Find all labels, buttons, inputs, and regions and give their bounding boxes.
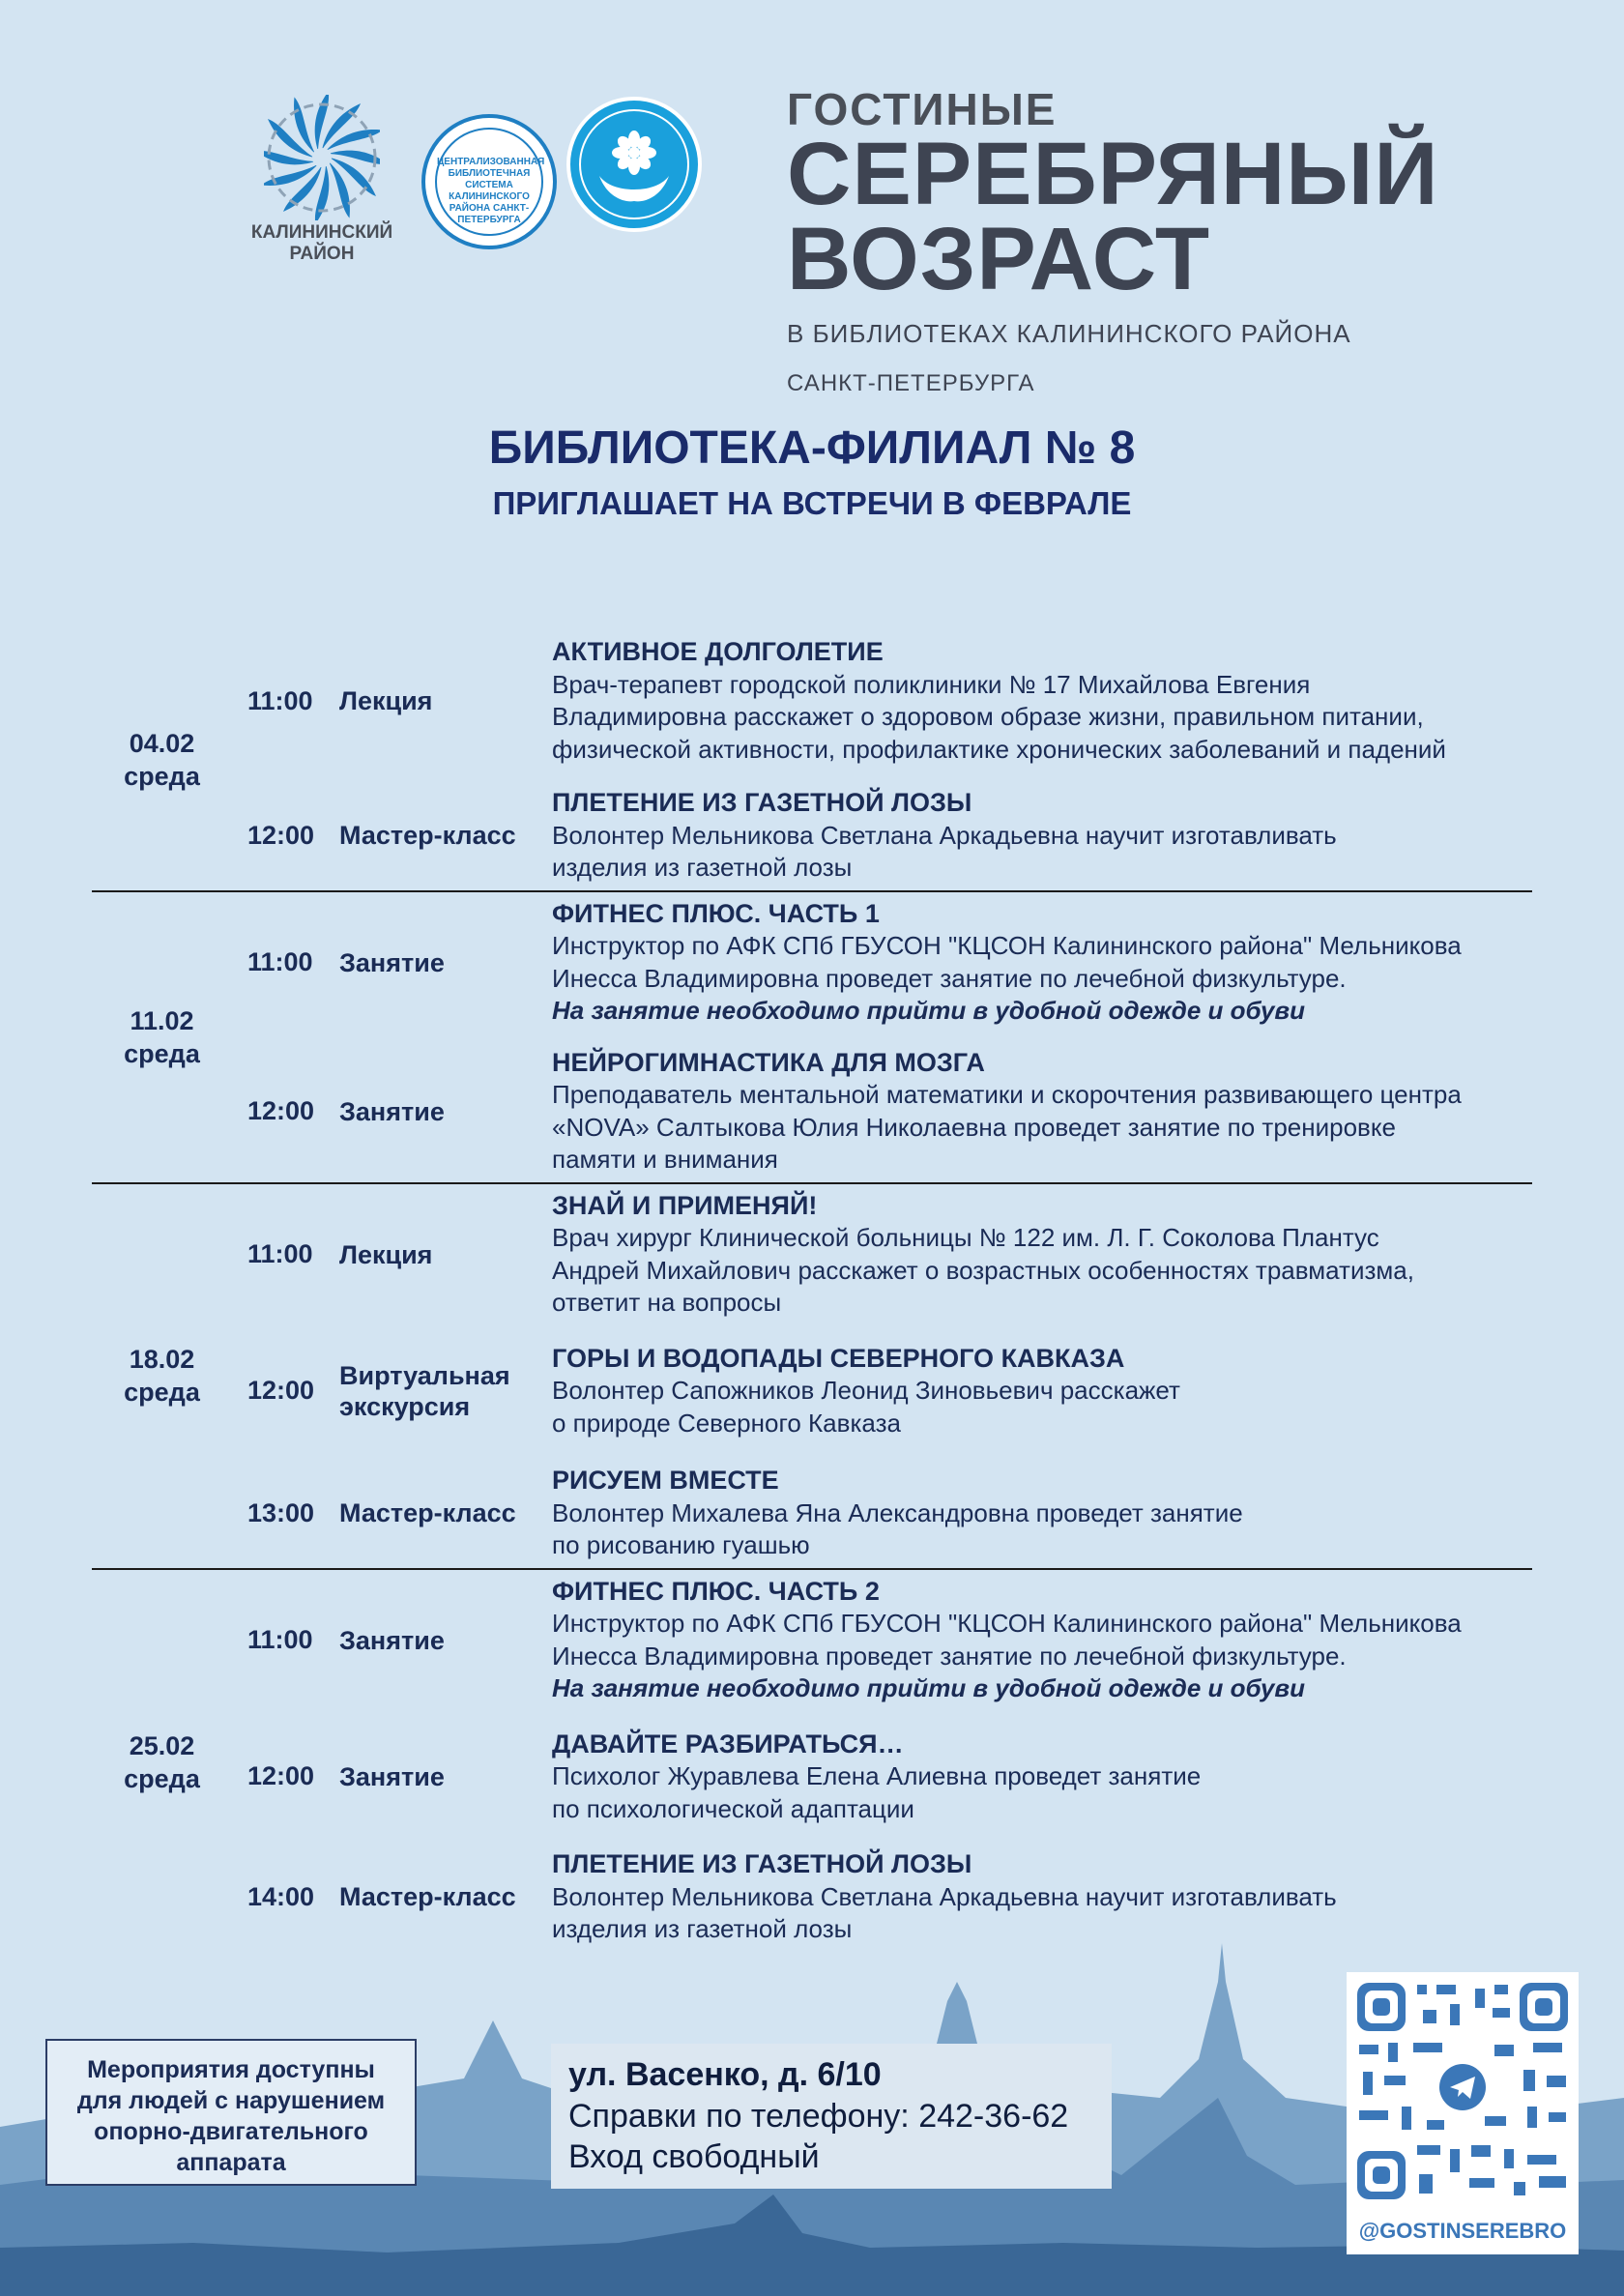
event-text-line: о природе Северного Кавказа: [552, 1408, 901, 1438]
project-title-small: ГОСТИНЫЕ: [787, 84, 1058, 134]
event-row: [232, 892, 1532, 1037]
event-text-line: Владимировна расскажет о здоровом образе жизни, правильном питании,: [552, 702, 1424, 731]
day-date: [92, 1184, 232, 1568]
schedule-day: [92, 892, 1532, 1184]
event-text-line: Инструктор по АФК СПб ГБУСОН "КЦСОН Калининского района" Мельникова: [552, 931, 1462, 960]
event-title: ПЛЕТЕНИЕ ИЗ ГАЗЕТНОЙ ЛОЗЫ: [552, 1849, 972, 1878]
event-description: [546, 1465, 1532, 1562]
event-title: ФИТНЕС ПЛЮС. ЧАСТЬ 2: [552, 1576, 880, 1606]
event-row: [232, 1837, 1532, 1956]
event-description: [546, 898, 1532, 1028]
social-handle[interactable]: @GOSTINSEREBRO: [1358, 2219, 1567, 2243]
day-date: [92, 1570, 232, 1956]
event-row: [232, 630, 1532, 777]
schedule-day: [92, 1184, 1532, 1570]
event-text-line: физической активности, профилактике хронических заболеваний и падений: [552, 734, 1446, 764]
event-row: [232, 1333, 1532, 1454]
schedule-table: [92, 630, 1532, 1956]
notice-line: опорно-двигательного: [94, 2118, 368, 2145]
event-title: ДАВАЙТЕ РАЗБИРАТЬСЯ…: [552, 1729, 904, 1758]
project-title: [787, 84, 1439, 397]
event-text-line: изделия из газетной лозы: [552, 1914, 853, 1943]
event-type: Лекция: [339, 1239, 433, 1269]
event-title: ФИТНЕС ПЛЮС. ЧАСТЬ 1: [552, 898, 880, 928]
event-time: 12:00: [247, 1376, 315, 1406]
district-caption-line1: КАЛИНИНСКИЙ: [250, 222, 393, 243]
event-text-line: Преподаватель ментальной математики и скорочтения развивающего центра: [552, 1080, 1462, 1109]
event-type: Мастер-класс: [339, 1882, 516, 1912]
event-type: Лекция: [339, 686, 433, 715]
event-text-line: Врач-терапевт городской поликлиники № 17 Михайлова Евгения: [552, 669, 1311, 699]
date-value: 25.02: [129, 1731, 195, 1760]
project-subtitle-1: В БИБЛИОТЕКАХ КАЛИНИНСКОГО РАЙОНА: [787, 319, 1351, 348]
library-system-logo-text: ЦЕНТРАЛИЗОВАННАЯ БИБЛИОТЕЧНАЯ СИСТЕМА КАЛИНИНСКОГО РАЙОНА САНКТ-ПЕТЕРБУРГА: [435, 128, 543, 236]
event-type: Мастер-класс: [339, 821, 516, 851]
notice-line: для людей с нарушением: [76, 2087, 386, 2114]
event-text-line: Инесса Владимировна проведет занятие по лечебной физкультуре.: [552, 1641, 1347, 1671]
event-row: [232, 1453, 1532, 1568]
district-caption-line2: РАЙОН: [289, 244, 355, 264]
accessibility-notice: [45, 2039, 417, 2186]
event-text-line: ответит на вопросы: [552, 1288, 782, 1317]
event-type: Занятие: [339, 1761, 445, 1791]
day-date: [92, 630, 232, 890]
event-title: ГОРЫ И ВОДОПАДЫ СЕВЕРНОГО КАВКАЗА: [552, 1343, 1125, 1373]
event-title: НЕЙРОГИМНАСТИКА ДЛЯ МОЗГА: [552, 1047, 985, 1077]
event-text-line: памяти и внимания: [552, 1145, 778, 1174]
event-type: Занятие: [339, 1096, 445, 1126]
event-description: [546, 787, 1532, 885]
event-description: [546, 1343, 1532, 1440]
event-note: На занятие необходимо прийти в удобной одежде и обуви: [552, 1673, 1306, 1702]
event-type: Занятие: [339, 947, 445, 977]
date-value: 18.02: [129, 1345, 195, 1374]
event-title: РИСУЕМ ВМЕСТЕ: [552, 1466, 779, 1495]
event-text-line: Волонтер Сапожников Леонид Зиновьевич расскажет: [552, 1376, 1180, 1405]
page-subtitle: ПРИГЛАШАЕТ НА ВСТРЕЧИ В ФЕВРАЛЕ: [492, 485, 1132, 521]
hands-flower-icon: [570, 101, 698, 228]
project-title-line2: ВОЗРАСТ: [787, 210, 1211, 308]
event-type: Мастер-класс: [339, 1498, 516, 1528]
event-text-line: Инесса Владимировна проведет занятие по лечебной физкультуре.: [552, 963, 1347, 993]
event-text-line: по психологической адаптации: [552, 1793, 914, 1823]
event-row: [232, 1719, 1532, 1838]
event-time: 11:00: [247, 947, 313, 976]
event-description: [546, 1576, 1532, 1705]
event-time: 13:00: [247, 1497, 315, 1527]
address: ул. Васенко, д. 6/10: [568, 2056, 882, 2093]
weekday: среда: [124, 1038, 200, 1068]
event-row: [232, 1184, 1532, 1333]
event-text-line: Волонтер Мельникова Светлана Аркадьевна научит изготавливать: [552, 1881, 1337, 1911]
event-time: 12:00: [247, 1761, 315, 1791]
event-text-line: Андрей Михайлович расскажет о возрастных особенностях травматизма,: [552, 1255, 1414, 1285]
schedule-day: [92, 630, 1532, 892]
event-time: 12:00: [247, 820, 315, 850]
schedule-day: [92, 1570, 1532, 1956]
event-title: АКТИВНОЕ ДОЛГОЛЕТИЕ: [552, 637, 884, 666]
day-date: [92, 892, 232, 1182]
phone: Справки по телефону: 242-36-62: [568, 2098, 1069, 2135]
event-type: Занятие: [339, 1625, 445, 1655]
weekday: среда: [124, 762, 200, 792]
notice-line: аппарата: [176, 2149, 286, 2176]
event-text-line: Врач хирург Клинической больницы № 122 им. Л. Г. Соколова Плантус: [552, 1223, 1379, 1252]
event-text-line: по рисованию гуашью: [552, 1530, 810, 1559]
event-text-line: Психолог Журавлева Елена Алиевна проведет занятие: [552, 1761, 1202, 1790]
kalininsky-district-logo: [249, 95, 394, 288]
event-time: 11:00: [247, 1239, 313, 1268]
event-row: [232, 777, 1532, 890]
project-subtitle-2: САНКТ-ПЕТЕРБУРГА: [787, 370, 1035, 396]
social-center-logo: [566, 97, 702, 232]
date-value: 11.02: [130, 1005, 194, 1035]
entry-info: Вход свободный: [568, 2138, 820, 2175]
event-note: На занятие необходимо прийти в удобной одежде и обуви: [552, 996, 1306, 1025]
event-text-line: изделия из газетной лозы: [552, 853, 853, 882]
project-title-line1: СЕРЕБРЯНЫЙ: [787, 125, 1439, 223]
notice-line: Мероприятия доступны: [87, 2056, 375, 2083]
event-text-line: Волонтер Мельникова Светлана Аркадьевна научит изготавливать: [552, 820, 1337, 850]
library-system-logo: [421, 114, 557, 249]
contact-info: [551, 2044, 1112, 2189]
event-title: ЗНАЙ И ПРИМЕНЯЙ!: [552, 1190, 818, 1220]
event-time: 12:00: [247, 1096, 315, 1125]
event-text-line: Волонтер Михалева Яна Александровна проведет занятие: [552, 1497, 1243, 1527]
swirl-emblem-icon: [264, 95, 380, 220]
header: [0, 0, 1624, 396]
event-row: [232, 1037, 1532, 1182]
telegram-qr-code[interactable]: [1347, 1972, 1579, 2254]
event-description: [546, 1729, 1532, 1826]
event-text-line: Инструктор по АФК СПб ГБУСОН "КЦСОН Калининского района" Мельникова: [552, 1609, 1462, 1638]
district-logo-caption: [249, 222, 394, 265]
date-value: 04.02: [129, 729, 195, 759]
event-text-line: «NOVA» Салтыкова Юлия Николаевна проведет занятие по тренировке: [552, 1112, 1396, 1142]
weekday: среда: [124, 1378, 200, 1407]
event-description: [546, 1848, 1532, 1946]
event-description: [546, 1047, 1532, 1177]
event-row: [232, 1570, 1532, 1719]
page-title: БИБЛИОТЕКА-ФИЛИАЛ № 8: [488, 422, 1136, 474]
event-title: ПЛЕТЕНИЕ ИЗ ГАЗЕТНОЙ ЛОЗЫ: [552, 788, 972, 817]
event-time: 14:00: [247, 1881, 315, 1911]
event-description: [546, 1190, 1532, 1320]
event-type: Виртуальная экскурсия: [339, 1360, 510, 1421]
qr-code-icon[interactable]: [1349, 1975, 1576, 2207]
event-time: 11:00: [247, 685, 313, 715]
event-description: [546, 636, 1532, 766]
weekday: среда: [124, 1764, 200, 1793]
event-time: 11:00: [247, 1625, 313, 1654]
